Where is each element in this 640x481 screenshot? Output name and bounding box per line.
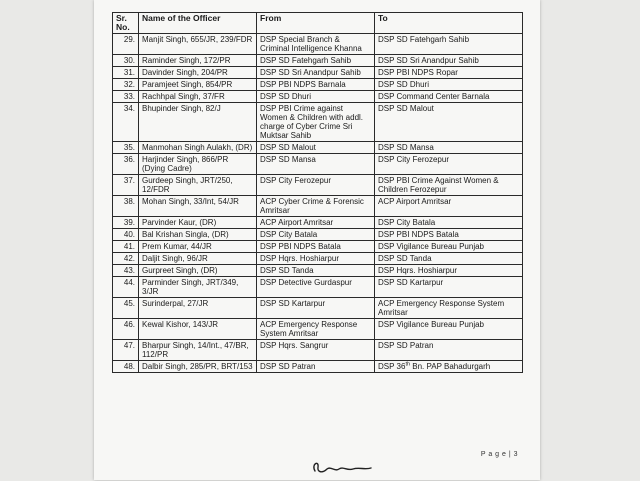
cell-officer-name: Parvinder Kaur, (DR) <box>139 217 257 229</box>
cell-sr-no: 37. <box>113 175 139 196</box>
cell-to: ACP Emergency Response System Amritsar <box>375 298 523 319</box>
cell-officer-name: Bharpur Singh, 14/Int., 47/BR, 112/PR <box>139 340 257 361</box>
cell-sr-no: 31. <box>113 67 139 79</box>
table-header-row <box>113 13 523 34</box>
table-row <box>113 34 523 55</box>
table-row <box>113 229 523 241</box>
table-row <box>113 175 523 196</box>
cell-from: DSP City Ferozepur <box>257 175 375 196</box>
cell-from: DSP SD Sri Anandpur Sahib <box>257 67 375 79</box>
table-row <box>113 103 523 142</box>
table-row <box>113 277 523 298</box>
cell-sr-no: 33. <box>113 91 139 103</box>
cell-to: DSP SD Tanda <box>375 253 523 265</box>
cell-from: DSP PBI NDPS Barnala <box>257 79 375 91</box>
table-row <box>113 79 523 91</box>
table-row <box>113 298 523 319</box>
signature-mark <box>309 458 379 481</box>
cell-to <box>375 361 523 373</box>
cell-from: DSP PBI NDPS Batala <box>257 241 375 253</box>
cell-officer-name: Parminder Singh, JRT/349, 3/JR <box>139 277 257 298</box>
table-row <box>113 340 523 361</box>
table-row <box>113 55 523 67</box>
cell-to: DSP SD Mansa <box>375 142 523 154</box>
cell-sr-no: 48. <box>113 361 139 373</box>
cell-officer-name: Dalbir Singh, 285/PR, BRT/153 <box>139 361 257 373</box>
cell-sr-no: 45. <box>113 298 139 319</box>
cell-officer-name: Surinderpal, 27/JR <box>139 298 257 319</box>
cell-to: DSP City Ferozepur <box>375 154 523 175</box>
cell-from: DSP Detective Gurdaspur <box>257 277 375 298</box>
table-row <box>113 319 523 340</box>
header-from: From <box>257 13 375 34</box>
cell-to: DSP Vigilance Bureau Punjab <box>375 319 523 340</box>
cell-from: DSP SD Dhuri <box>257 91 375 103</box>
header-to: To <box>375 13 523 34</box>
cell-to: ACP Airport Amritsar <box>375 196 523 217</box>
table-row <box>113 154 523 175</box>
cell-officer-name: Bhupinder Singh, 82/J <box>139 103 257 142</box>
cell-officer-name: Gurpreet Singh, (DR) <box>139 265 257 277</box>
cell-to: DSP PBI Crime Against Women & Children Ferozepur <box>375 175 523 196</box>
cell-sr-no: 43. <box>113 265 139 277</box>
cell-sr-no: 47. <box>113 340 139 361</box>
table-row <box>113 67 523 79</box>
cell-to: DSP PBI NDPS Ropar <box>375 67 523 79</box>
cell-from: DSP Hqrs. Hoshiarpur <box>257 253 375 265</box>
cell-to: DSP Vigilance Bureau Punjab <box>375 241 523 253</box>
cell-officer-name: Gurdeep Singh, JRT/250, 12/FDR <box>139 175 257 196</box>
cell-sr-no: 41. <box>113 241 139 253</box>
table-row <box>113 91 523 103</box>
table-row <box>113 142 523 154</box>
cell-officer-name: Bal Krishan Singla, (DR) <box>139 229 257 241</box>
cell-to: DSP SD Fatehgarh Sahib <box>375 34 523 55</box>
cell-sr-no: 35. <box>113 142 139 154</box>
cell-sr-no: 34. <box>113 103 139 142</box>
cell-from: DSP PBI Crime against Women & Children with addl. charge of Cyber Crime Sri Muktsar Sahib <box>257 103 375 142</box>
cell-officer-name: Prem Kumar, 44/JR <box>139 241 257 253</box>
to-text-rest: Bn. PAP Bahadurgarh <box>410 362 491 371</box>
cell-from: DSP City Batala <box>257 229 375 241</box>
cell-sr-no: 38. <box>113 196 139 217</box>
document-page <box>94 0 540 480</box>
cell-to: DSP SD Sri Anandpur Sahib <box>375 55 523 67</box>
cell-officer-name: Harjinder Singh, 866/PR (Dying Cadre) <box>139 154 257 175</box>
cell-officer-name: Daljit Singh, 96/JR <box>139 253 257 265</box>
table-row <box>113 217 523 229</box>
cell-officer-name: Kewal Kishor, 143/JR <box>139 319 257 340</box>
cell-sr-no: 36. <box>113 154 139 175</box>
cell-from: DSP SD Malout <box>257 142 375 154</box>
to-text: DSP 36 <box>378 362 406 371</box>
cell-sr-no: 44. <box>113 277 139 298</box>
table-row <box>113 196 523 217</box>
cell-to: DSP Command Center Barnala <box>375 91 523 103</box>
table-row <box>113 241 523 253</box>
cell-sr-no: 39. <box>113 217 139 229</box>
page-number: P a g e | 3 <box>480 451 518 458</box>
cell-to: DSP SD Malout <box>375 103 523 142</box>
cell-officer-name: Manmohan Singh Aulakh, (DR) <box>139 142 257 154</box>
cell-from: DSP Special Branch & Criminal Intelligence Khanna <box>257 34 375 55</box>
cell-to: DSP SD Kartarpur <box>375 277 523 298</box>
cell-officer-name: Mohan Singh, 33/Int, 54/JR <box>139 196 257 217</box>
cell-from: DSP SD Mansa <box>257 154 375 175</box>
cell-from: ACP Emergency Response System Amritsar <box>257 319 375 340</box>
cell-sr-no: 46. <box>113 319 139 340</box>
cell-officer-name: Rachhpal Singh, 37/FR <box>139 91 257 103</box>
cell-from: ACP Cyber Crime & Forensic Amritsar <box>257 196 375 217</box>
table-row <box>113 253 523 265</box>
table-row <box>113 265 523 277</box>
cell-officer-name: Raminder Singh, 172/PR <box>139 55 257 67</box>
cell-from: DSP SD Patran <box>257 361 375 373</box>
cell-to: DSP PBI NDPS Batala <box>375 229 523 241</box>
cell-sr-no: 42. <box>113 253 139 265</box>
transfer-table <box>112 12 523 373</box>
cell-officer-name: Davinder Singh, 204/PR <box>139 67 257 79</box>
header-sr-no: Sr. No. <box>113 13 139 34</box>
cell-from: DSP SD Kartarpur <box>257 298 375 319</box>
to-ordinal-suffix: th <box>405 361 411 368</box>
cell-officer-name: Paramjeet Singh, 854/PR <box>139 79 257 91</box>
cell-from: DSP Hqrs. Sangrur <box>257 340 375 361</box>
cell-officer-name: Manjit Singh, 655/JR, 239/FDR <box>139 34 257 55</box>
cell-sr-no: 30. <box>113 55 139 67</box>
cell-sr-no: 32. <box>113 79 139 91</box>
cell-from: DSP SD Fatehgarh Sahib <box>257 55 375 67</box>
cell-to: DSP SD Patran <box>375 340 523 361</box>
cell-sr-no: 40. <box>113 229 139 241</box>
cell-from: DSP SD Tanda <box>257 265 375 277</box>
cell-from: ACP Airport Amritsar <box>257 217 375 229</box>
cell-to: DSP SD Dhuri <box>375 79 523 91</box>
header-officer-name: Name of the Officer <box>139 13 257 34</box>
cell-to: DSP City Batala <box>375 217 523 229</box>
cell-to: DSP Hqrs. Hoshiarpur <box>375 265 523 277</box>
table-row <box>113 361 523 373</box>
cell-sr-no: 29. <box>113 34 139 55</box>
